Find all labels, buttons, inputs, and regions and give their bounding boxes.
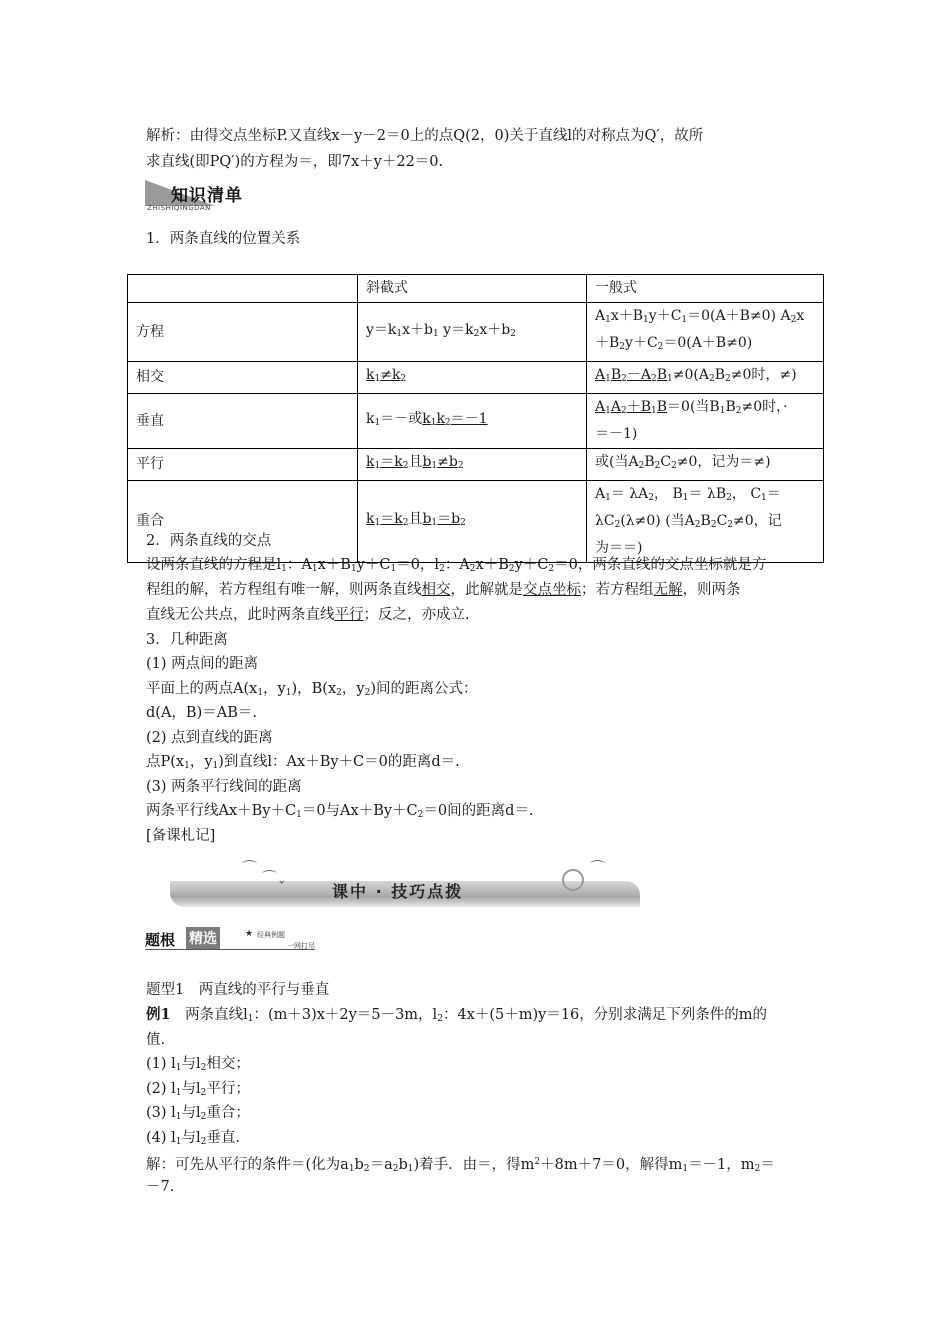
text: ，则两条 xyxy=(682,582,741,598)
subsection-1: (1) 两点间的距离 xyxy=(146,656,259,672)
perp-cond-end: ＝－1) xyxy=(595,426,638,442)
point-line-text: 点$P(x_1$，$y_1$)到直线l：Ax＋By＋C＝0的距离d＝. xyxy=(146,754,460,771)
table-cell: 或(当$A_2B_2C_2\ne 0$，记为＝≠) xyxy=(587,449,824,481)
section-2-line-1: 设两条直线的方程是$l_1$：$A_1x+B_1y+C_1=0$，$l_2$：$A_2x+B_2y+C_2=0$，两条直线的交点坐标就是方 xyxy=(146,557,767,574)
table-cell: $A_1= \lambda A_2$， $B_1= \lambda B_2$， $C_1=$ $\lambda C_2(\lambda\ne 0)$ (当$A_2B_2C_2\ne 0$，记 为＝＝) xyxy=(587,481,824,563)
tigen-title-1: 题根 xyxy=(145,931,176,949)
row-label: 方程 xyxy=(128,303,358,362)
table-cell: $k_1\ne k_2$ xyxy=(358,362,587,394)
text: 程组的解，若方程组有唯一解，则两条直线 xyxy=(146,582,422,598)
text: ；反之，亦成立. xyxy=(363,607,470,623)
tigen-subtitle-2: 一网打尽 xyxy=(287,942,315,950)
solution-line-1: 解：可先从平行的条件＝(化为$a_1b_2=a_2b_1$)着手．由＝，得$m^2+8m+7=0$，解得$m_1=-1$，$m_2=$ xyxy=(146,1157,775,1174)
table-cell: $k_1=k_2$且$b_1=b_2$ xyxy=(358,481,587,563)
table-row xyxy=(128,449,824,481)
banner-pinyin: ZHISHIQINGDAN xyxy=(147,204,211,212)
section-3-title: 3．几种距离 xyxy=(146,632,228,648)
table-header-cell: 一般式 xyxy=(587,275,824,303)
row-label: 平行 xyxy=(128,449,358,481)
example-line-1: 例1 两条直线$l_1$：(m＋3)x＋2y＝5－3m，$l_2$：4x＋(5＋m)y＝16，分别求满足下列条件的m的 xyxy=(146,1006,768,1024)
example-line-2: 值. xyxy=(146,1032,166,1048)
table-header-cell xyxy=(128,275,358,303)
keyword: 相交 xyxy=(421,582,451,598)
bird-icon: ⌒ xyxy=(590,859,606,877)
tigen-title-2: 精选 xyxy=(186,927,220,949)
banner-title: 知识清单 xyxy=(171,186,243,206)
bird-icon: ˇ xyxy=(278,879,286,897)
row-label: 相交 xyxy=(128,362,358,394)
keyword: 平行 xyxy=(334,607,364,623)
solution-line-2: －7. xyxy=(146,1179,175,1195)
line-relation-table xyxy=(127,274,824,563)
row-label: 垂直 xyxy=(128,394,358,449)
subsection-3: (3) 两条平行线间的距离 xyxy=(146,779,302,795)
two-point-text: 平面上的两点$A(x_1$，$y_1$)，$B(x_2$，$y_2$)间的距离公式： xyxy=(146,681,478,698)
table-cell: $y=k_1x+b_1$ $y=k_2x+b_2$ xyxy=(358,303,587,362)
lesson-notes: [备课札记] xyxy=(146,828,216,844)
section-banner xyxy=(170,855,640,917)
intro-line-2: 求直线(即PQ′)的方程为＝，即7x＋y＋22＝0. xyxy=(146,154,444,170)
text: 直线无公共点，此时两条直线 xyxy=(146,607,335,623)
condition-3: (3) $l_1$与$l_2$重合； xyxy=(146,1105,250,1122)
keyword: 无解 xyxy=(653,582,683,598)
table-row xyxy=(128,394,824,449)
knowledge-list-banner xyxy=(145,176,275,216)
tigen-underline xyxy=(145,949,315,950)
bird-icon: ⌒ xyxy=(262,869,278,887)
parallel-distance-text: 两条平行线$Ax+By+C_1=0$与$Ax+By+C_2=0$间的距离d＝. xyxy=(146,803,534,820)
table-cell: $k_1=-$或$k_1k_2=-1$ xyxy=(358,394,587,449)
table-cell: $A_1B_2-A_2B_1\ne 0(A_2B_2\ne 0$时，≠) xyxy=(587,362,824,394)
table-row xyxy=(128,275,824,303)
table-row xyxy=(128,303,824,362)
condition-1: (1) $l_1$与$l_2$相交； xyxy=(146,1056,250,1073)
tigen-subtitle-1: 经典例题 xyxy=(257,931,285,939)
tigen-banner xyxy=(145,927,325,957)
table-cell: $A_1x+B_1y+C_1=0(A+B\ne 0)$ $A_2x$ $+B_2y+C_2=0(A+B\ne 0)$ xyxy=(587,303,824,362)
star-icon: ★ xyxy=(245,929,254,939)
coincide-cond-end: 为＝＝) xyxy=(595,540,643,556)
text: ；若方程组 xyxy=(581,582,654,598)
banner-title: 课中 · 技巧点拨 xyxy=(332,882,464,901)
condition-4: (4) $l_1$与$l_2$垂直. xyxy=(146,1130,241,1147)
subsection-2: (2) 点到直线的距离 xyxy=(146,730,273,746)
bird-icon: ⌒ xyxy=(242,859,258,877)
row-label: 重合 xyxy=(128,481,358,563)
table-cell: $k_1=k_2$且$b_1\ne b_2$ xyxy=(358,449,587,481)
table-row xyxy=(128,362,824,394)
section-1-title: 1．两条直线的位置关系 xyxy=(146,231,301,247)
intro-line-1: 解析：由得交点坐标P.又直线x－y－2＝0上的点Q(2，0)关于直线l的对称点为Q′，故所 xyxy=(146,128,704,144)
table-header-cell: 斜截式 xyxy=(358,275,587,303)
example-label: 例1 xyxy=(146,1006,171,1023)
table-cell: $A_1A_2+B_1B=0$(当$B_1B_2\ne 0$时，· ＝－1) xyxy=(587,394,824,449)
two-point-formula: d(A，B)＝AB＝. xyxy=(146,705,257,721)
keyword: 交点坐标 xyxy=(523,582,581,598)
question-type-title: 题型1 两直线的平行与垂直 xyxy=(146,982,330,998)
condition-2: (2) $l_1$与$l_2$平行； xyxy=(146,1081,250,1098)
section-2-title: 2．两条直线的交点 xyxy=(146,533,272,549)
sun-icon xyxy=(562,869,584,891)
section-2-line-3 xyxy=(146,603,816,627)
text: ，此解就是 xyxy=(450,582,523,598)
section-2-line-2 xyxy=(146,578,816,602)
